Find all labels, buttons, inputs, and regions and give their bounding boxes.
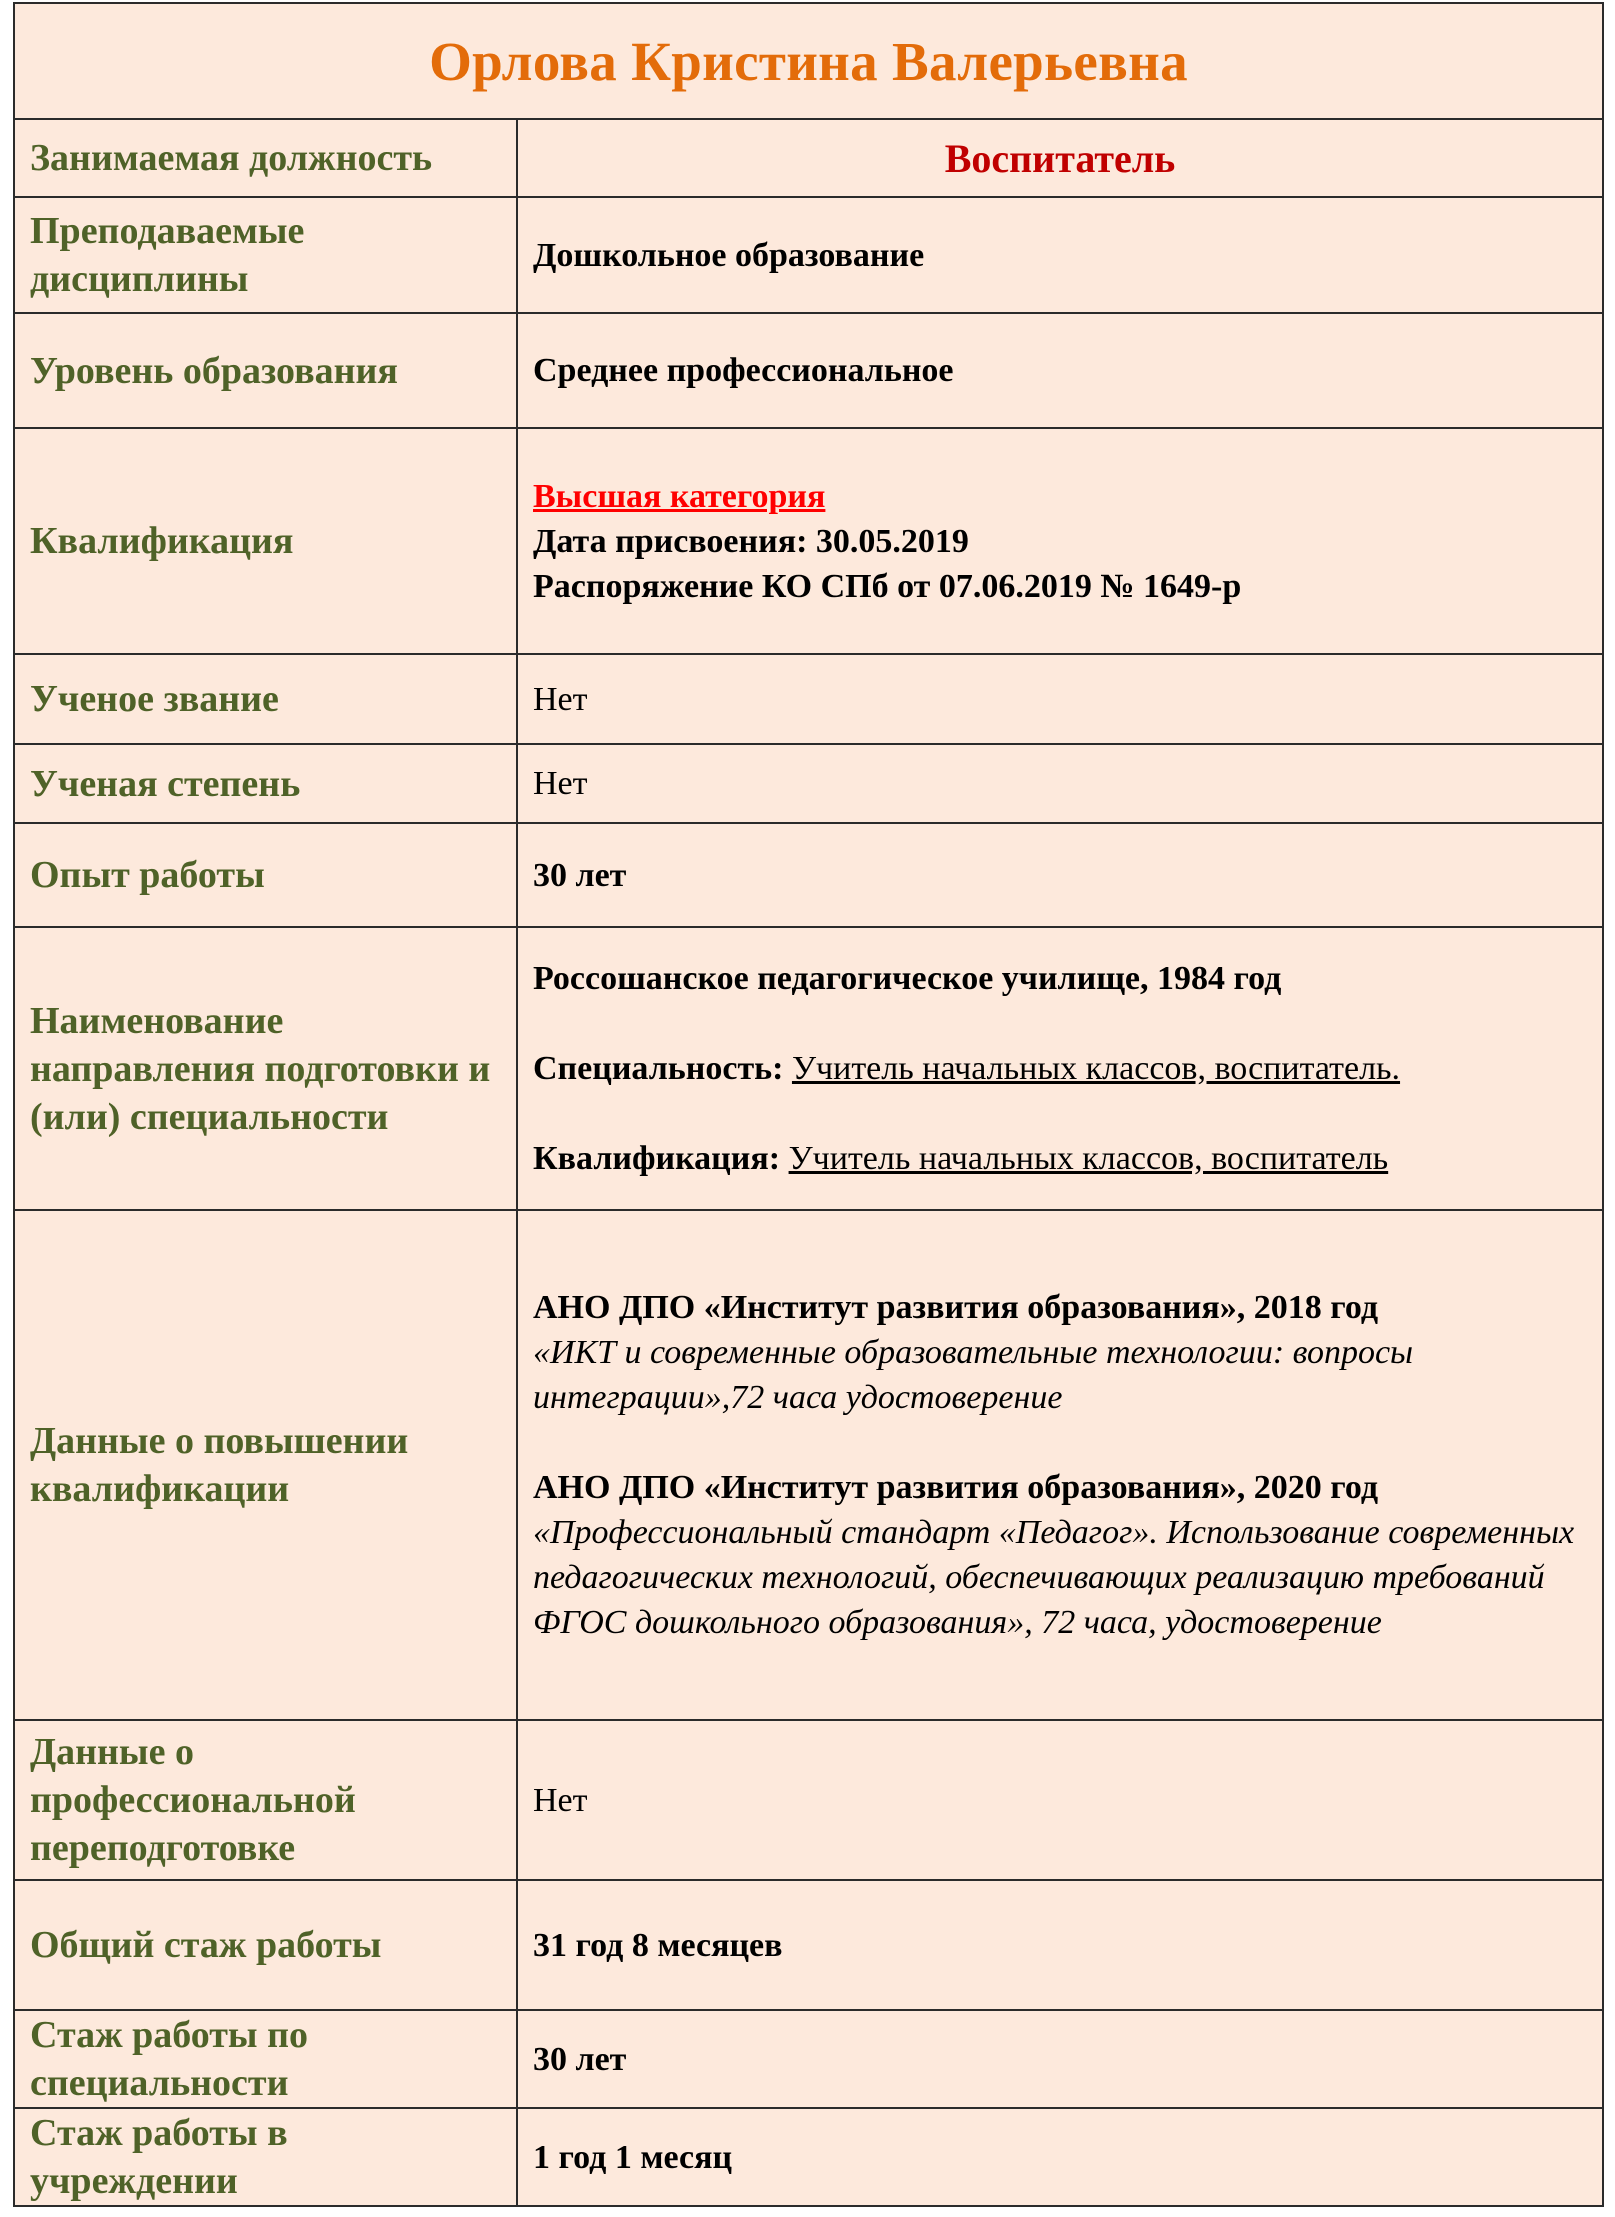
- table-row: [14, 744, 1603, 823]
- training-value: [517, 1210, 1603, 1720]
- table-row: [14, 2108, 1603, 2206]
- qualification-order: Распоряжение КО СПб от 07.06.2019 № 1649-р: [533, 567, 1242, 605]
- specialty-qualification-label: Квалификация:: [533, 1140, 781, 1177]
- row-label-specialty-experience: Стаж работы по специальности: [14, 2010, 517, 2108]
- education-level-value: Среднее профессиональное: [517, 313, 1603, 428]
- qualification-date: Дата присвоения: 30.05.2019: [533, 522, 969, 560]
- training-course-2-description: «Профессиональный стандарт «Педагог». Использование современных педагогических технологий, обеспечивающих реализацию требований ФГОС дошкольного образования», 72 часа, удостоверение: [533, 1514, 1575, 1641]
- row-label-specialty: Наименование направления подготовки и (или) специальности: [14, 927, 517, 1210]
- specialty-qualification-line: [533, 1136, 1587, 1181]
- table-row: [14, 313, 1603, 428]
- specialty-value: [517, 927, 1603, 1210]
- table-row: [14, 1880, 1603, 2010]
- institution-experience-value: 1 год 1 месяц: [517, 2108, 1603, 2206]
- row-label-position: Занимаемая должность: [14, 119, 517, 197]
- experience-value: 30 лет: [517, 823, 1603, 927]
- spacer: [533, 1001, 1587, 1046]
- table-row: [14, 428, 1603, 654]
- row-label-qualification: Квалификация: [14, 428, 517, 654]
- table-row: [14, 1210, 1603, 1720]
- specialty-institution: Россошанское педагогическое училище, 1984 год: [533, 960, 1282, 997]
- specialty-qualification-name: Учитель начальных классов, воспитатель: [788, 1140, 1389, 1177]
- table-row: [14, 1720, 1603, 1880]
- row-label-institution-experience: Стаж работы в учреждении: [14, 2108, 517, 2206]
- row-label-retraining: Данные о профессиональной переподготовке: [14, 1720, 517, 1880]
- row-label-disciplines: Преподаваемые дисциплины: [14, 197, 517, 313]
- specialty-experience-value: 30 лет: [517, 2010, 1603, 2108]
- specialty-line: [533, 1046, 1587, 1091]
- disciplines-value: Дошкольное образование: [517, 197, 1603, 313]
- row-label-academic-title: Ученое звание: [14, 654, 517, 744]
- table-row: [14, 119, 1603, 197]
- row-label-education-level: Уровень образования: [14, 313, 517, 428]
- training-course-2-org: АНО ДПО «Институт развития образования», 2020 год: [533, 1469, 1379, 1506]
- training-course-1-org: АНО ДПО «Институт развития образования», 2018 год: [533, 1289, 1379, 1326]
- academic-degree-value: Нет: [517, 744, 1603, 823]
- table-row: [14, 654, 1603, 744]
- specialty-label: Специальность:: [533, 1050, 784, 1087]
- spacer: [533, 1091, 1587, 1136]
- specialty-name: Учитель начальных классов, воспитатель.: [791, 1050, 1401, 1087]
- teacher-profile-table: [13, 2, 1604, 2207]
- qualification-value: [517, 428, 1603, 654]
- teacher-name-title: Орлова Кристина Валерьевна: [14, 3, 1603, 119]
- row-label-training: Данные о повышении квалификации: [14, 1210, 517, 1720]
- academic-title-value: Нет: [517, 654, 1603, 744]
- training-course-1-description: «ИКТ и современные образовательные технологии: вопросы интеграции»,72 часа удостоверение: [533, 1334, 1414, 1416]
- total-experience-value: 31 год 8 месяцев: [517, 1880, 1603, 2010]
- row-label-academic-degree: Ученая степень: [14, 744, 517, 823]
- table-row: [14, 197, 1603, 313]
- row-label-experience: Опыт работы: [14, 823, 517, 927]
- table-row: [14, 823, 1603, 927]
- position-value: Воспитатель: [517, 119, 1603, 197]
- table-row: [14, 927, 1603, 1210]
- table-row: [14, 2010, 1603, 2108]
- title-row: [14, 3, 1603, 119]
- qualification-category-link[interactable]: Высшая категория: [533, 477, 826, 515]
- row-label-total-experience: Общий стаж работы: [14, 1880, 517, 2010]
- spacer: [533, 1420, 1587, 1465]
- retraining-value: Нет: [517, 1720, 1603, 1880]
